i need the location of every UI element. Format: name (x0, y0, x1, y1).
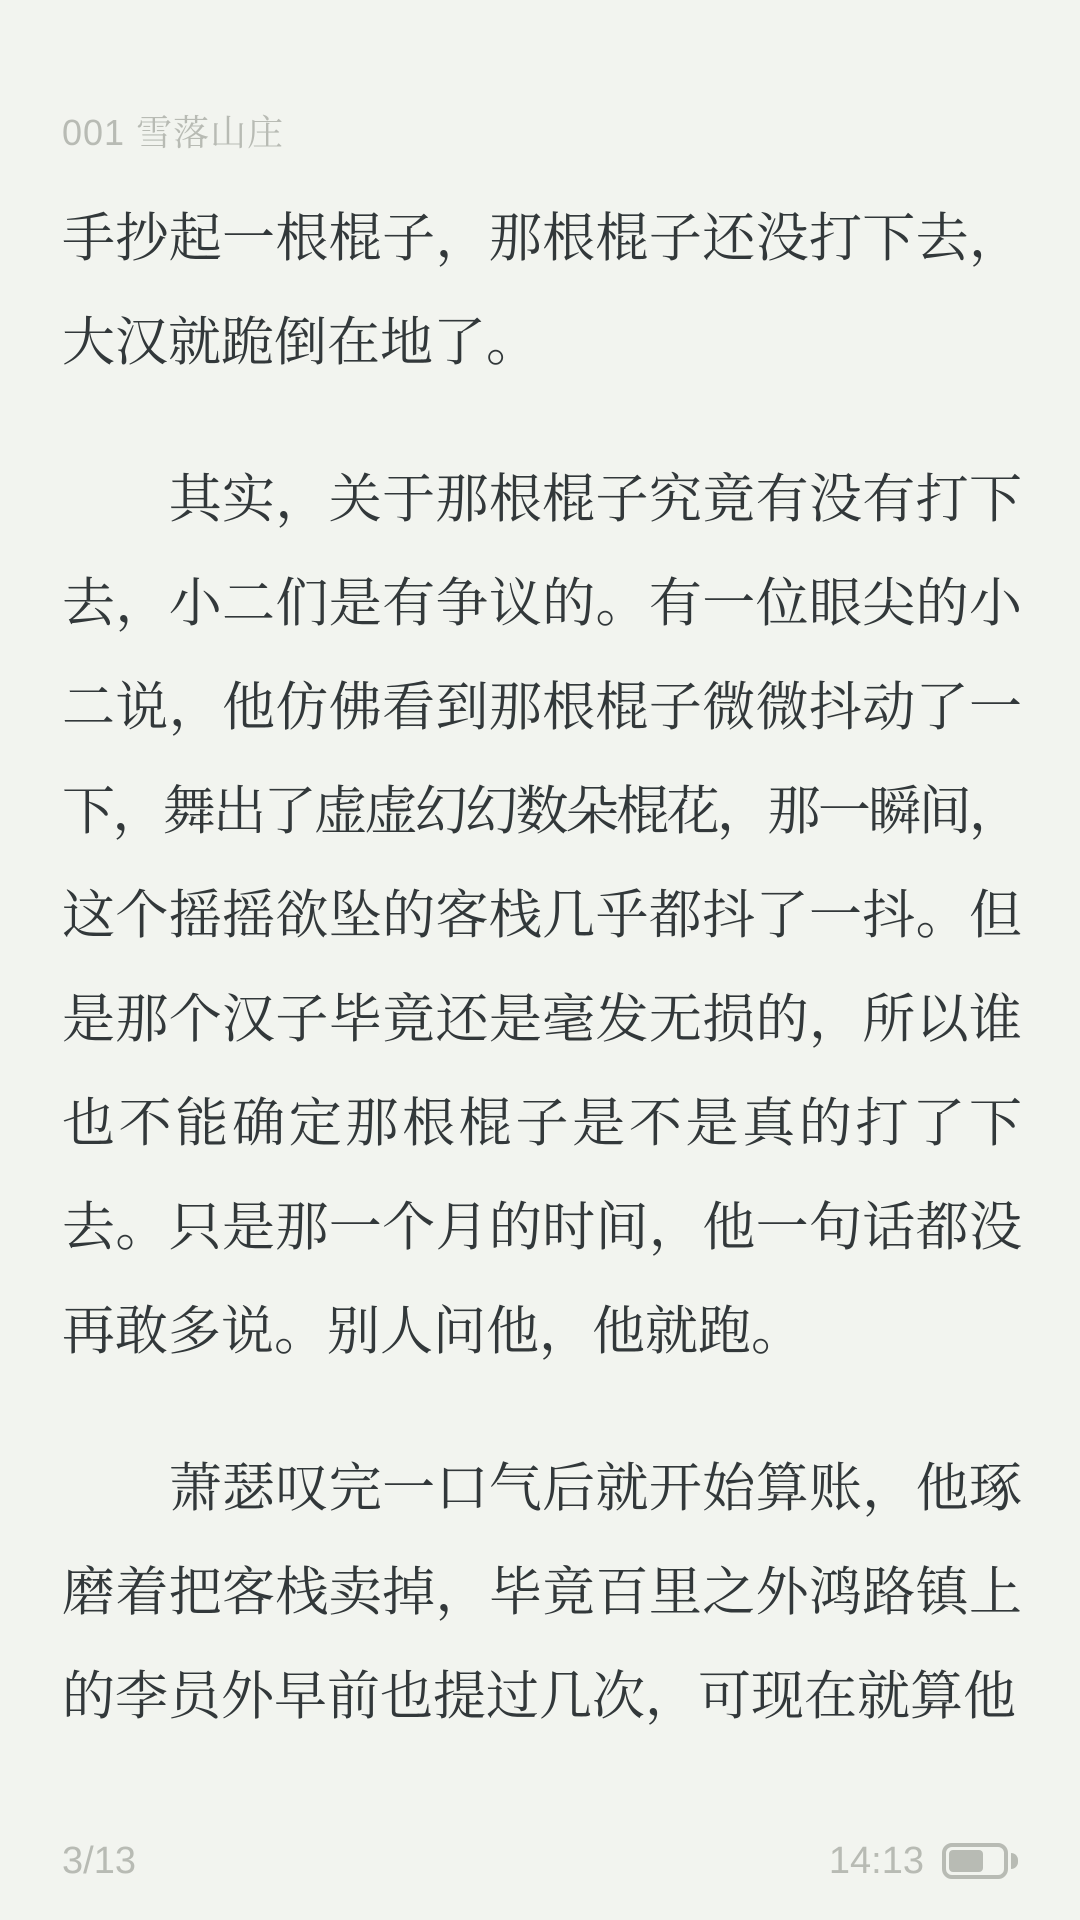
paragraph (62, 448, 1026, 1384)
text-line: 大汉就跪倒在地了。 (62, 313, 539, 372)
text-line: 是那个汉子毕竟还是毫发无损的，所以谁 (62, 990, 1023, 1049)
text-line: 再敢多说。别人问他，他就跑。 (62, 1302, 804, 1361)
paragraph (62, 1437, 1022, 1749)
text-line: 去。只是那一个月的时间，他一句话都没 (62, 1198, 1023, 1257)
text-line: 磨着把客栈卖掉，毕竟百里之外鸿路镇上 (62, 1563, 1023, 1622)
battery-fill (949, 1850, 983, 1872)
text-line: 二说，他仿佛看到那根棍子微微抖动了一 (62, 678, 1023, 737)
chapter-title: 001 雪落山庄 (62, 112, 285, 153)
text-line: 其实，关于那根棍子究竟有没有打下 (62, 470, 1023, 529)
clock-time: 14:13 (828, 1839, 924, 1882)
text-line: 手抄起一根棍子，那根棍子还没打下去， (62, 209, 1023, 268)
reader-footer (62, 1838, 1018, 1884)
battery-nub (1011, 1853, 1018, 1869)
battery-icon (942, 1843, 1018, 1879)
text-line: 下，舞出了虚虚幻幻数朵棍花，那一瞬间， (62, 782, 1020, 841)
text-line: 这个摇摇欲坠的客栈几乎都抖了一抖。但 (62, 886, 1023, 945)
battery-body (942, 1843, 1008, 1879)
reading-area[interactable] (62, 187, 1026, 1802)
page-indicator: 3/13 (62, 1839, 136, 1882)
paragraph (62, 187, 1022, 395)
text-line: 的李员外早前也提过几次，可现在就算他 (62, 1667, 1016, 1726)
text-line: 也不能确定那根棍子是不是真的打了下 (62, 1094, 1026, 1153)
text-line: 去，小二们是有争议的。有一位眼尖的小 (62, 574, 1023, 633)
status-group (829, 1840, 1018, 1883)
text-line: 萧瑟叹完一口气后就开始算账，他琢 (62, 1459, 1023, 1518)
